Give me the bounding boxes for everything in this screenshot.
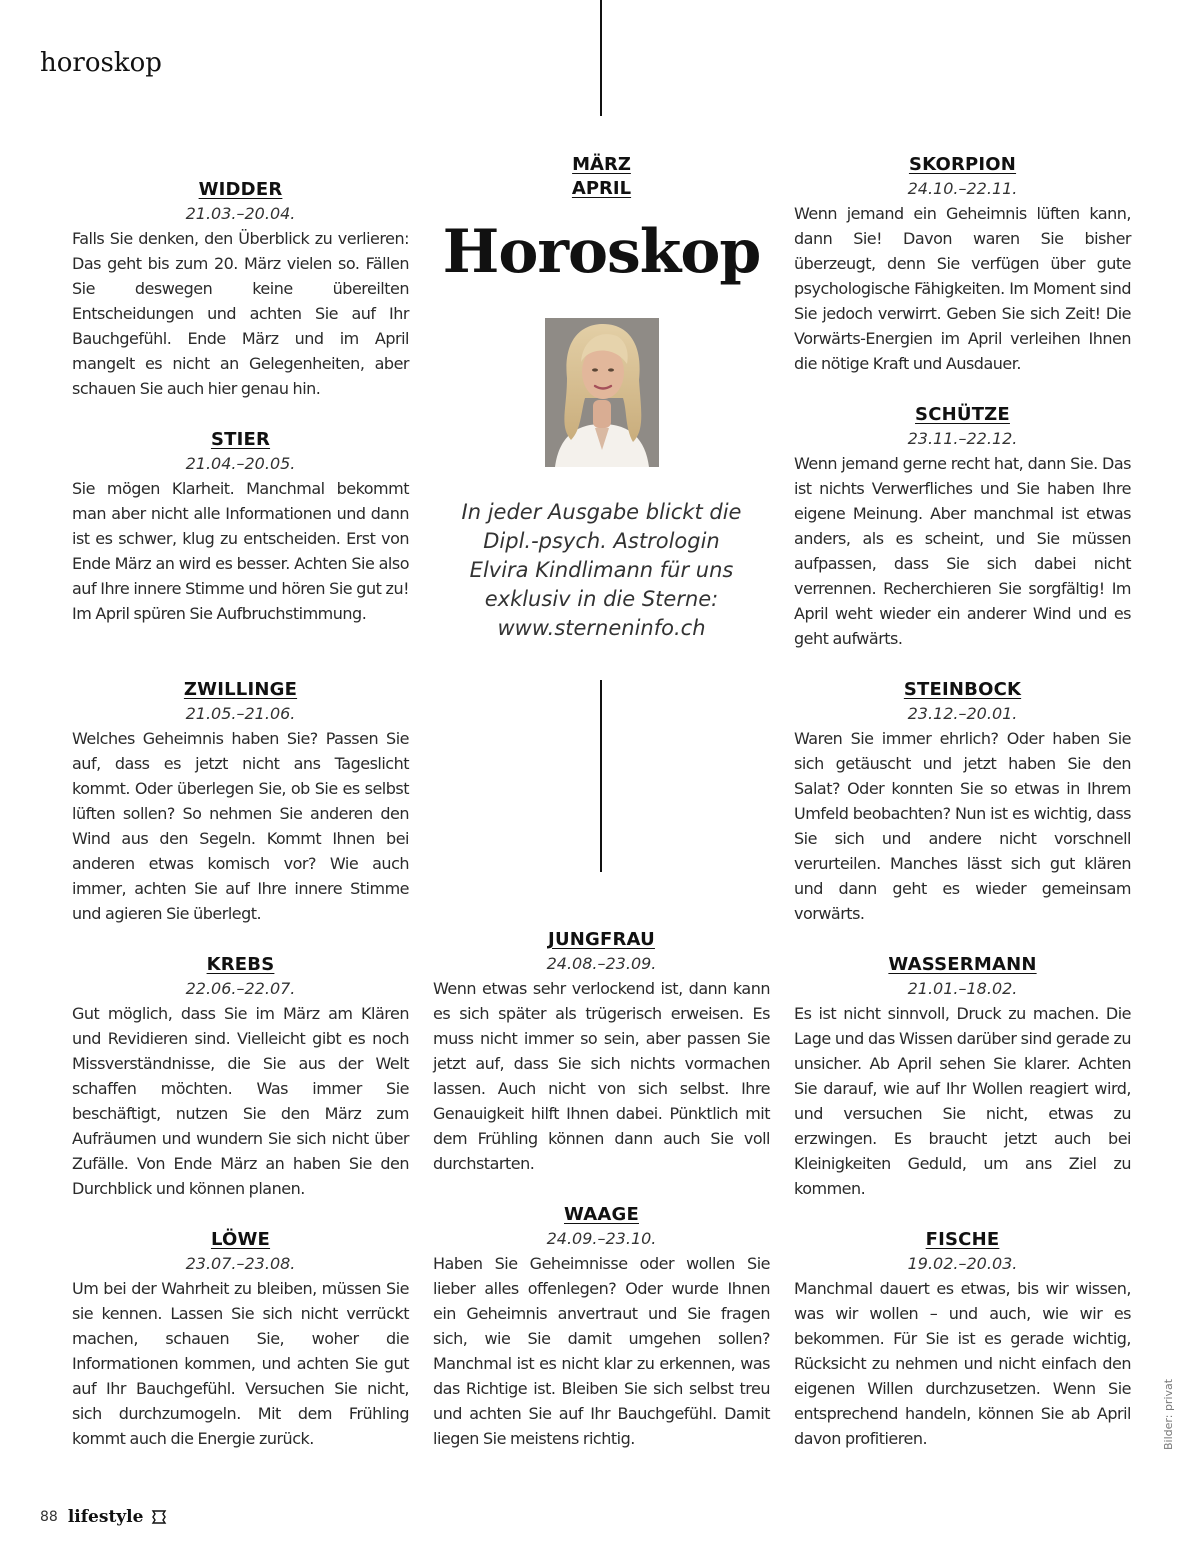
sign-dates: 21.03.–20.04. — [185, 204, 296, 223]
sign-skorpion — [794, 153, 1131, 376]
sign-name: SKORPION — [908, 154, 1017, 175]
month-heading — [433, 153, 770, 201]
sign-dates: 19.02.–20.03. — [907, 1254, 1018, 1273]
center-divider — [600, 680, 602, 872]
sign-name: SCHÜTZE — [915, 404, 1010, 425]
intro-line: Elvira Kindlimann für uns — [469, 558, 734, 582]
top-divider — [600, 0, 602, 116]
sign-dates: 21.05.–21.06. — [185, 704, 296, 723]
sign-dates: 21.01.–18.02. — [907, 979, 1018, 998]
sign-dates: 24.10.–22.11. — [907, 179, 1018, 198]
page-footer — [40, 1507, 167, 1527]
sign-text: Waren Sie immer ehrlich? Oder haben Sie sich getäuscht und jetzt haben Sie den Salat? Oder konnten Sie so etwas in Ihrem Umfeld beobachten? Nun ist es wichtig, dass Sie sich und andere nicht vorschnell verurteilen. Manches lässt sich gut klären und dann geht es wieder gemeinsam vorwärts. — [794, 729, 1131, 923]
sign-text: Es ist nicht sinnvoll, Druck zu machen. Die Lage und das Wissen darüber sind gerade zu unsicher. Ab April sehen Sie klarer. Achten Sie darauf, wie auf Ihr Wollen reagiert wird, und versuchen Sie nicht, etwas zu erzwingen. Es braucht jetzt auch bei Kleinigkeiten Geduld, um ans Ziel zu kommen. — [794, 1004, 1131, 1198]
sign-name: WAAGE — [564, 1204, 639, 1225]
sign-name: WASSERMANN — [888, 954, 1037, 975]
page-title: Horoskop — [442, 217, 761, 287]
website-link[interactable]: www.sterneninfo.ch — [497, 616, 706, 640]
sign-widder — [72, 178, 409, 401]
intro-text — [433, 498, 770, 643]
sign-krebs — [72, 953, 409, 1201]
sign-stier — [72, 428, 409, 626]
sign-loewe — [72, 1228, 409, 1451]
sign-name: FISCHE — [925, 1229, 1000, 1250]
intro-line: In jeder Ausgabe blickt die — [461, 500, 742, 524]
sign-dates: 21.04.–20.05. — [185, 454, 296, 473]
sign-dates: 23.11.–22.12. — [907, 429, 1018, 448]
image-credit: Bilder: privat — [1162, 1378, 1175, 1450]
sign-text: Falls Sie denken, den Überblick zu verlieren: Das geht bis zum 20. März vielen so. Fällen Sie deswegen keine übereilten Entscheidungen und achten Sie auf Ihr Bauchgefühl. Ende März und im April mangelt es nicht an Gelegenheiten, aber schauen Sie auch hier genau hin. — [72, 229, 409, 398]
sign-dates: 22.06.–22.07. — [185, 979, 296, 998]
sign-dates: 24.09.–23.10. — [546, 1229, 657, 1248]
sign-jungfrau — [433, 928, 770, 1176]
sign-name: WIDDER — [198, 179, 283, 200]
sign-text: Wenn etwas sehr verlockend ist, dann kann es sich später als trügerisch erweisen. Es muss nicht immer so sein, aber passen Sie jetzt auf, dass Sie sich nichts vormachen lassen. Auch nicht von sich selbst. Ihre Genauigkeit hilft Ihnen dabei. Pünktlich mit dem Frühling können dann auch Sie voll durchstarten. — [433, 979, 770, 1173]
sign-name: STEINBOCK — [903, 679, 1022, 700]
sign-steinbock — [794, 678, 1131, 926]
month-line-1: MÄRZ — [572, 154, 631, 175]
page-number: 88 — [40, 1509, 58, 1525]
frame-icon — [151, 1510, 167, 1524]
sign-fische — [794, 1228, 1131, 1451]
sign-text: Um bei der Wahrheit zu bleiben, müssen Sie sie kennen. Lassen Sie sich nicht verrückt machen, schauen Sie, woher die Informationen kommen, und achten Sie gut auf Ihr Bauchgefühl. Versuchen Sie nicht, sich durchzumogeln. Mit dem Frühling kommt auch die Energie zurück. — [72, 1279, 409, 1448]
sign-zwillinge — [72, 678, 409, 926]
sign-name: KREBS — [206, 954, 275, 975]
sign-text: Sie mögen Klarheit. Manchmal bekommt man aber nicht alle Informationen und dann ist es schwer, klug zu entscheiden. Erst von Ende März an wird es besser. Achten Sie also auf Ihre innere Stimme und hören Sie gut zu! Im April spüren Sie Aufbruchstimmung. — [72, 479, 409, 623]
sign-wassermann — [794, 953, 1131, 1201]
sign-text: Wenn jemand ein Geheimnis lüften kann, dann Sie! Davon waren Sie bisher überzeugt, denn Sie verfügen über gute psychologische Fähigkeiten. Im Moment sind Sie jedoch verwirrt. Geben Sie sich Zeit! Die Vorwärts-Energien im April verleihen Ihnen die nötige Kraft und Ausdauer. — [794, 204, 1131, 373]
sign-waage — [433, 1203, 770, 1451]
sign-name: ZWILLINGE — [183, 679, 298, 700]
month-line-2: APRIL — [571, 178, 632, 199]
sign-name: JUNGFRAU — [548, 929, 655, 950]
sign-text: Gut möglich, dass Sie im März am Klären und Revidieren sind. Vielleicht gibt es noch Missverständnisse, die Sie aus der Welt schaffen möchten. Was immer Sie beschäftigt, nutzen Sie den März zum Aufräumen und wundern Sie sich nicht über Zufälle. Von Ende März an haben Sie den Durchblick und können planen. — [72, 1004, 409, 1198]
sign-text: Wenn jemand gerne recht hat, dann Sie. Das ist nichts Verwerfliches und Sie haben Ihre eigene Meinung. Aber manchmal ist etwas anders, als es scheint, und Sie müssen aufpassen, dass Sie sich dabei nicht verrennen. Recherchieren Sie sorgfältig! Im April weht wieder ein anderer Wind und es geht aufwärts. — [794, 454, 1131, 648]
sign-schuetze — [794, 403, 1131, 651]
sign-dates: 24.08.–23.09. — [546, 954, 657, 973]
intro-line: exklusiv in die Sterne: — [484, 587, 719, 611]
sign-text: Haben Sie Geheimnisse oder wollen Sie lieber alles offenlegen? Oder wurde Ihnen ein Geheimnis anvertraut und Sie fragen sich, wie Sie damit umgehen sollen? Manchmal ist es nicht klar zu erkennen, was das Richtige ist. Bleiben Sie sich selbst treu und achten Sie auf Ihr Bauchgefühl. Damit liegen Sie meistens richtig. — [433, 1254, 770, 1448]
sign-text: Manchmal dauert es etwas, bis wir wissen, was wir wollen – und auch, wie wir es bekommen. Für Sie ist es gerade wichtig, Rücksicht zu nehmen und nicht einfach den eigenen Willen durchzusetzen. Wenn Sie entsprechend handeln, können Sie ab April davon profitieren. — [794, 1279, 1131, 1448]
intro-line: Dipl.-psych. Astrologin — [483, 529, 720, 553]
section-label: horoskop — [40, 48, 162, 78]
sign-name: LÖWE — [210, 1229, 271, 1250]
sign-dates: 23.07.–23.08. — [185, 1254, 296, 1273]
sign-name: STIER — [210, 429, 271, 450]
portrait-illustration — [545, 318, 659, 467]
sign-text: Welches Geheimnis haben Sie? Passen Sie auf, dass es jetzt nicht ans Tageslicht kommt. Oder überlegen Sie, ob Sie es selbst lüften sollen? So nehmen Sie anderen den Wind aus den Segeln. Kommt Ihnen bei anderen etwas komisch vor? Wie auch immer, achten Sie auf Ihre innere Stimme und agieren Sie überlegt. — [72, 729, 409, 923]
brand-logo: lifestyle — [67, 1507, 144, 1527]
astrologer-portrait — [545, 318, 659, 467]
sign-dates: 23.12.–20.01. — [907, 704, 1018, 723]
